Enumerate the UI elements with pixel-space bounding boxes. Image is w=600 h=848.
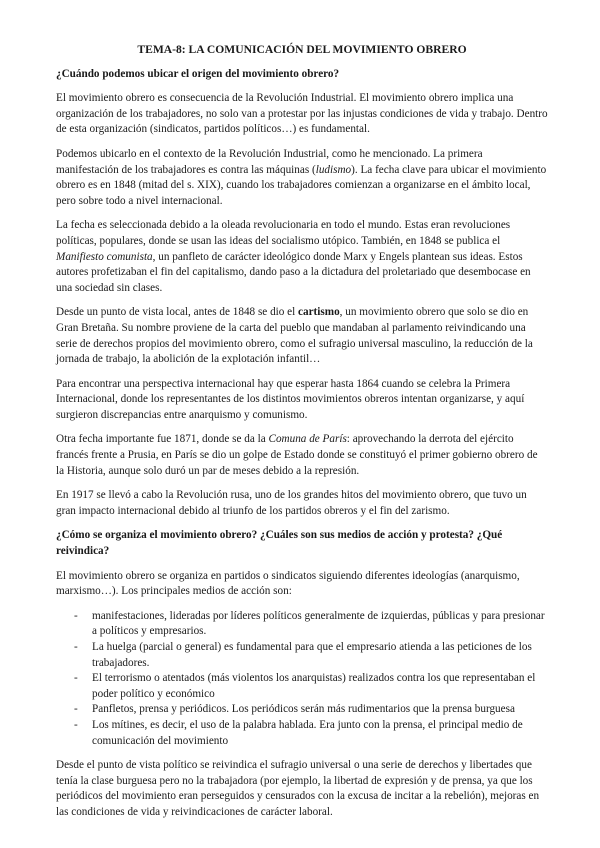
list-item-text: Panfletos, prensa y periódicos. Los periódicos serán más rudimentarios que la prensa burguesa	[92, 703, 515, 716]
list-item-text: La huelga (parcial o general) es fundamental para que el empresario atienda a las peticiones de los trabajadores.	[92, 641, 532, 669]
paragraph-2-text-b: ). La fecha clave para ubicar el movimiento obrero es en 1848 (mitad del s. XIX), cuando los trabajadores comienzan a organizarse en el ámbito local, pero sobre todo a nivel internacional.	[56, 163, 547, 207]
list-item	[56, 609, 548, 640]
dash-bullet: -	[74, 703, 78, 716]
paragraph-3-text-a: La fecha es seleccionada debido a la oleada revolucionaria en todo el mundo. Estas eran revoluciones políticas, populares, donde se usan las ideas del socialismo utópico. También, en 1848 se publica el	[56, 219, 511, 247]
question-heading-origin: ¿Cuándo podemos ubicar el origen del movimiento obrero?	[56, 67, 340, 80]
list-item-text: Los mítines, es decir, el uso de la palabra hablada. Era junto con la prensa, el principal medio de comunicación del movimiento	[92, 718, 523, 747]
manifiesto-title: Manifiesto comunista	[56, 250, 153, 263]
comuna-term: Comuna de París	[268, 433, 347, 446]
dash-bullet: -	[74, 641, 78, 653]
ludismo-term: ludismo	[315, 163, 352, 176]
paragraph-6-text-a: Otra fecha importante fue 1871, donde se da la	[56, 433, 269, 446]
paragraph-9: Desde el punto de vista político se reivindica el sufragio universal o una serie de derechos y libertades que tenía la clase burguesa pero no la trabajadora (por ejemplo, la libertad de expresión y de prensa, ya que los periódicos del movimiento eran perseguidos y censurados con la excusa de incitar a la rebelión), mejoras en las condiciones de vida y reivindicaciones de carácter laboral.	[56, 759, 540, 818]
paragraph-4-text-b: , un movimiento obrero que solo se dio en Gran Bretaña. Su nombre proviene de la carta del pueblo que mandaban al parlamento reivindicando una serie de derechos propios del movimiento obrero, como el sufragio universal masculino, la reducción de la jornada de trabajo, la abolición de la explotación infantil…	[56, 306, 533, 366]
list-item-text: manifestaciones, lideradas por líderes políticos generalmente de izquierdas, públicas y para presionar a políticos y empresarios.	[92, 609, 545, 638]
document-page	[56, 42, 548, 830]
paragraph-7: En 1917 se llevó a cabo la Revolución rusa, uno de los grandes hitos del movimiento obrero, que tuvo un gran impacto internacional debido al triunfo de los partidos obreros y el fin del zarismo.	[56, 489, 527, 517]
paragraph-4	[56, 305, 548, 367]
paragraph-6-text-b: : aprovechando la derrota del ejército francés frente a Prusia, en París se dio un golpe de Estado donde se constituyó el primer gobierno obrero de la Historia, aunque solo duró un par de meses debido a la represión.	[56, 433, 538, 477]
paragraph-5: Para encontrar una perspectiva internacional hay que esperar hasta 1864 cuando se celebra la Primera Internacional, donde los representantes de los distintos movimientos obreros intentan organizarse, y aquí surgieron discrepancias entre anarquismo y comunismo.	[56, 377, 525, 421]
list-item	[56, 671, 548, 702]
paragraph-3	[56, 218, 548, 296]
paragraph-1: El movimiento obrero es consecuencia de la Revolución Industrial. El movimiento obrero implica una organización de los trabajadores, no solo van a protestar por las injustas condiciones de vida y trabajo. Dentro de esta organización (sindicatos, partidos políticos…) es fundamental.	[56, 92, 548, 136]
list-item	[56, 718, 548, 749]
dash-bullet: -	[74, 609, 78, 622]
paragraph-3-text-b: , un panfleto de carácter ideológico donde Marx y Engels plantean sus ideas. Estos autores profetizaban el fin del capitalismo, dando paso a la dictadura del proletariado que desembocase en una sociedad sin clases.	[56, 250, 531, 294]
paragraph-8: El movimiento obrero se organiza en partidos o sindicatos siguiendo diferentes ideologías (anarquismo, marxismo…). Los principales medios de acción son:	[56, 569, 520, 598]
dash-bullet: -	[74, 672, 78, 685]
list-item	[56, 640, 548, 671]
list-item-text: El terrorismo o atentados (más violentos los anarquistas) realizados contra los que representaban el poder político y económico	[92, 672, 536, 700]
means-of-action-list	[56, 609, 548, 749]
paragraph-4-text-a: Desde un punto de vista local, antes de 1848 se dio el	[56, 306, 299, 319]
paragraph-6	[56, 432, 548, 479]
paragraph-2	[56, 147, 548, 209]
document-title: TEMA-8: LA COMUNICACIÓN DEL MOVIMIENTO OBRERO	[137, 43, 467, 56]
paragraph-2-text-a: Podemos ubicarlo en el contexto de la Revolución Industrial, como he mencionado. La primera manifestación de los trabajadores es contra las máquinas (	[56, 147, 483, 176]
list-item	[56, 702, 548, 718]
cartismo-term: cartismo	[298, 306, 340, 319]
question-heading-organization: ¿Cómo se organiza el movimiento obrero? ¿Cuáles son sus medios de acción y protesta? ¿Qué reivindica?	[56, 529, 503, 558]
dash-bullet: -	[74, 718, 78, 731]
